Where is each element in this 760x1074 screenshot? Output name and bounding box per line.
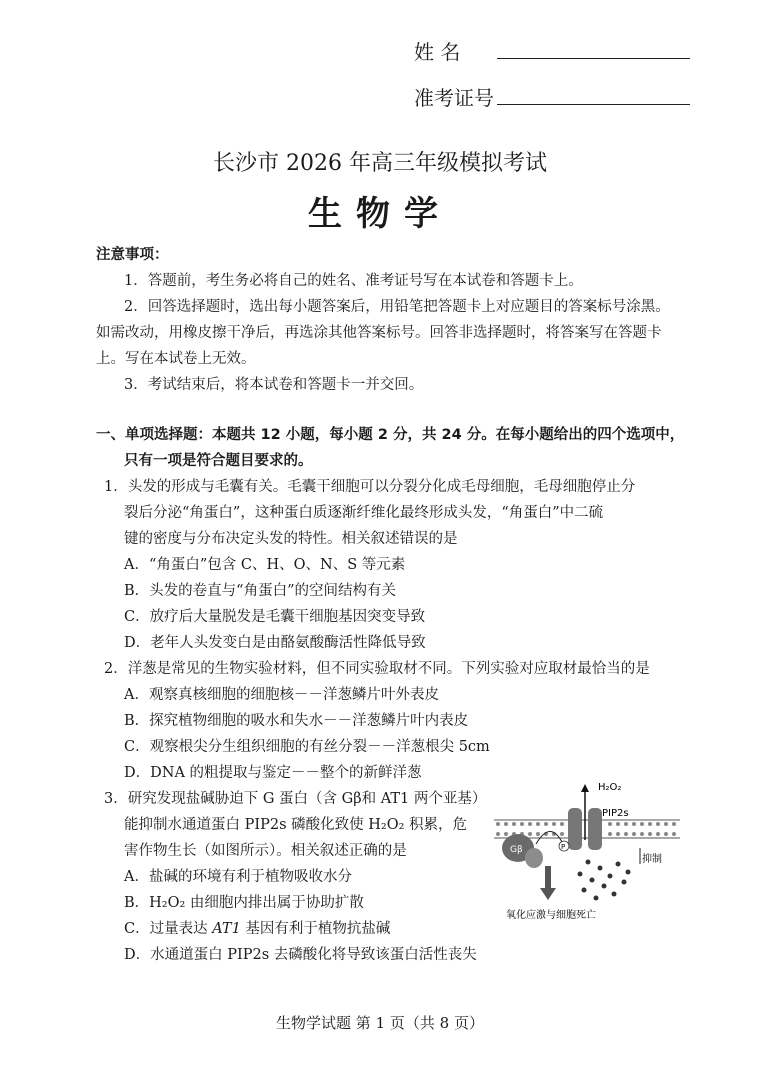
outcome-arrowhead (540, 888, 556, 900)
notice-item-1: 1．答题前，考生务必将自己的姓名、准考证号写在本试卷和答题卡上。 (124, 273, 583, 289)
q3-stem-line-3: 害作物生长（如图所示）。相关叙述正确的是 (124, 843, 407, 859)
phosphate-label: P (561, 843, 566, 851)
q3-option-c: C．过量表达 AT1 基因有利于植物抗盐碱 (124, 921, 391, 937)
notice-heading: 注意事项： (96, 247, 169, 263)
notice-item-3: 3．考试结束后，将本试卷和答题卡一并交回。 (124, 377, 424, 393)
exam-id-label: 准考证号 (414, 86, 494, 110)
section-1-heading-line-2: 只有一项是符合题目要求的。 (124, 453, 313, 469)
g-protein-at1 (525, 848, 543, 868)
q1-option-d: D．老年人头发变白是由酪氨酸酶活性降低导致 (124, 635, 426, 651)
page-footer: 生物学试题 第 1 页（共 8 页） (276, 1014, 484, 1032)
q1-option-c: C．放疗后大量脱发是毛囊干细胞基因突变导致 (124, 609, 426, 625)
h2o2-arrowhead (581, 784, 589, 792)
exam-id-field[interactable] (497, 104, 690, 105)
q2-stem: 2．洋葱是常见的生物实验材料，但不同实验取材不同。下列实验对应取材最恰当的是 (104, 661, 650, 677)
exam-title: 长沙市 2026 年高三年级模拟考试 (213, 151, 547, 176)
subject-title: 生物学 (308, 194, 452, 234)
q2-option-a: A．观察真核细胞的细胞核－－洋葱鳞片叶外表皮 (124, 687, 439, 703)
q3-option-b: B．H₂O₂ 由细胞内排出属于协助扩散 (124, 895, 364, 911)
q3-stem-line-1: 3．研究发现盐碱胁迫下 G 蛋白（含 Gβ和 AT1 两个亚基） (104, 791, 487, 807)
q1-option-a: A．“角蛋白”包含 C、H、O、N、S 等元素 (124, 557, 406, 573)
q3-stem-line-2: 能抑制水通道蛋白 PIP2s 磷酸化致使 H₂O₂ 积累，危 (124, 817, 467, 833)
q1-stem-line-2: 裂后分泌“角蛋白”，这种蛋白质逐渐纤维化最终形成头发，“角蛋白”中二硫 (124, 505, 604, 521)
q3-option-a: A．盐碱的环境有利于植物吸收水分 (124, 869, 352, 885)
h2o2-accumulation (578, 860, 631, 901)
q2-option-b: B．探究植物细胞的吸水和失水－－洋葱鳞片叶内表皮 (124, 713, 469, 729)
q1-stem-line-3: 键的密度与分布决定头发的特性。相关叙述错误的是 (124, 531, 458, 547)
notice-item-2-line-2: 如需改动，用橡皮擦干净后，再选涂其他答案标号。回答非选择题时，将答案写在答题卡 (96, 325, 662, 341)
name-field[interactable] (497, 58, 690, 59)
name-label: 姓 名 (414, 40, 461, 64)
pip2s-label: PIP2s (602, 808, 629, 819)
g-beta-label: Gβ (510, 845, 523, 855)
q2-option-c: C．观察根尖分生组织细胞的有丝分裂－－洋葱根尖 5cm (124, 739, 490, 755)
h2o2-label: H₂O₂ (598, 782, 622, 793)
q2-option-d: D．DNA 的粗提取与鉴定－－整个的新鲜洋葱 (124, 765, 422, 781)
pip2s-diagram (492, 780, 682, 930)
inhibit-label: 抑制 (642, 854, 662, 865)
figure-caption: 氧化应激与细胞死亡 (506, 910, 596, 921)
q1-stem-line-1: 1．头发的形成与毛囊有关。毛囊干细胞可以分裂分化成毛母细胞，毛母细胞停止分 (104, 479, 636, 495)
notice-item-2-line-3: 上。写在本试卷上无效。 (96, 351, 256, 367)
notice-item-2-line-1: 2．回答选择题时，选出每小题答案后，用铅笔把答题卡上对应题目的答案标号涂黑。 (124, 299, 670, 315)
q1-option-b: B．头发的卷直与“角蛋白”的空间结构有关 (124, 583, 396, 599)
pip2s-diagram-svg (492, 780, 682, 930)
q3-option-d: D．水通道蛋白 PIP2s 去磷酸化将导致该蛋白活性丧失 (124, 947, 477, 963)
gene-name: AT1 (212, 921, 241, 937)
section-1-heading-line-1: 一、单项选择题：本题共 12 小题，每小题 2 分，共 24 分。在每小题给出的四个选项中， (96, 427, 685, 443)
